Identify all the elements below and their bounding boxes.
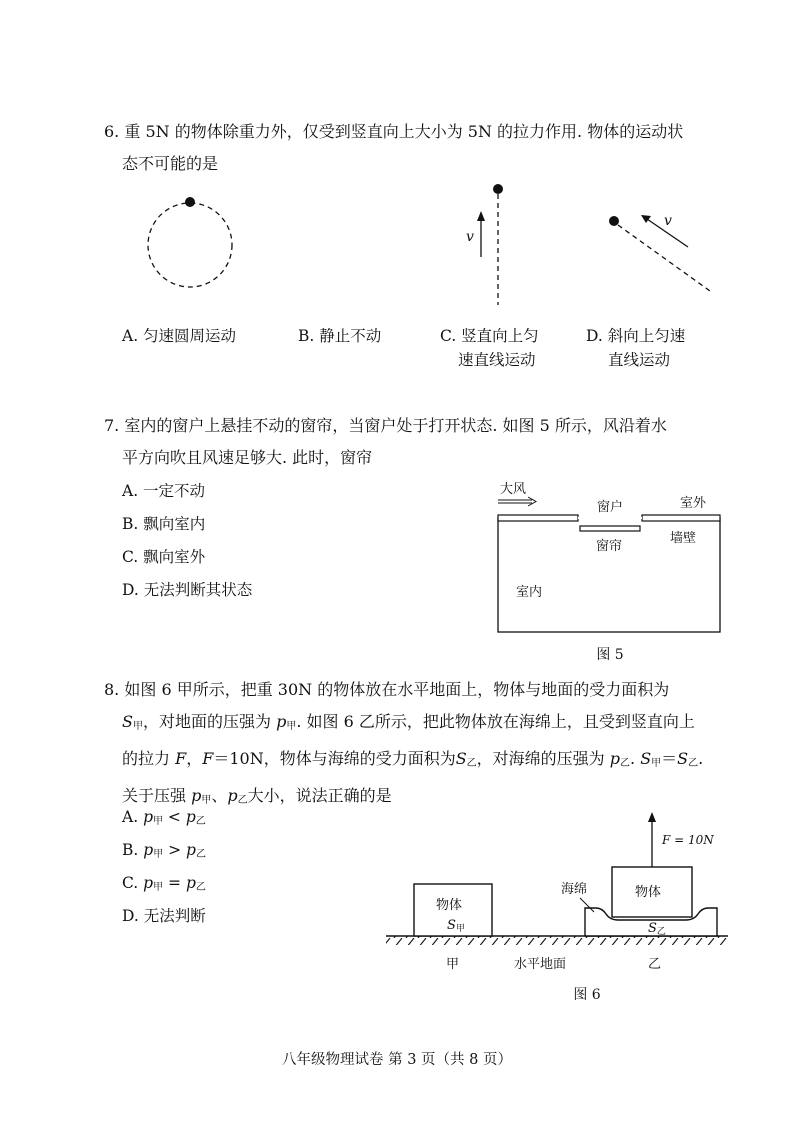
q8-oa-op: < [163,808,186,826]
q8-ob-p2: p [186,841,196,859]
q8-l3-e: ＝10N，物体与海绵的受力面积为 [213,749,456,768]
q8-ob-prefix: B. [122,841,144,859]
q6-a-circle-path [148,203,232,287]
q8-stem [104,674,754,817]
page-footer: 八年级物理试卷 第 3 页（共 8 页） [282,1052,512,1068]
q7-option-c-label: C. 飘向室外 [122,548,206,566]
q6-option-a-label: A. 匀速圆周运动 [122,327,237,345]
q8-l4-p-jia-sub: 甲 [201,795,212,806]
q8-option-d[interactable] [122,905,206,927]
q6-a-ball [185,197,195,207]
q6-d-ball [609,216,619,226]
q8-p-jia-sub: 甲 [286,721,297,732]
q8-l3-s-jia-sub: 甲 [651,758,662,769]
q8-l3-s-yi: S [455,749,467,768]
q8-oa-p2: p [185,808,196,826]
q8-ob-p1: p [143,841,154,859]
q8-l3-s-yi-sub: 乙 [466,758,477,769]
q8-oc-s2: 乙 [195,882,206,893]
q8-option-b[interactable] [122,839,206,866]
q7-option-a-label: A. 一定不动 [122,482,206,500]
q7-curtain-bar [580,526,640,531]
q6-option-d-label2: 直线运动 [608,351,671,369]
q8-oa-s2: 乙 [195,816,206,827]
q7-wind-label: 大风 [500,482,527,497]
q8-od-label: D. 无法判断 [122,907,206,925]
q8-jia-object-label: 物体 [436,898,463,913]
q8-jia-s-sub: 甲 [455,924,465,934]
q8-oa-prefix: A. [122,808,144,826]
q8-l3-p-yi: p [609,749,621,768]
q8-l3-s-yi2-sub: 乙 [688,758,699,769]
q6-d-path [618,225,710,291]
q8-l3-i: . [630,749,641,768]
q7-option-b[interactable] [122,513,205,535]
q7-figure5 [490,478,730,638]
q8-line1: 8. 如图 6 甲所示，把重 30N 的物体放在水平地面上，物体与地面的受力面积为 [104,680,670,699]
q6-option-b[interactable] [298,325,381,347]
q8-l4-p-yi: p [227,786,238,805]
q7-wall-label: 墙壁 [670,531,697,546]
q8-p-jia: p [276,712,287,731]
q6-option-a[interactable] [122,325,236,347]
q8-s-jia-sub: 甲 [132,721,143,732]
q8-l4-a: 关于压强 [122,786,192,805]
q8-force-arrowhead-icon [648,812,656,822]
q6-option-d[interactable] [586,325,685,371]
q8-line2 [104,706,754,743]
q8-l3-a: 的拉力 [122,749,176,768]
q6-line2: 态不可能的是 [122,154,219,173]
q8-jia-s: S [447,918,456,933]
q8-yi-label: 乙 [648,957,662,972]
q8-l3-p-yi-sub: 乙 [620,758,631,769]
q8-text-b: ，对地面的压强为 [142,712,277,731]
q8-oc-prefix: C. [122,874,144,892]
q7-option-a[interactable] [122,480,205,502]
q8-oc-p2: p [185,874,196,892]
q6-c-v-label: v [466,229,474,245]
q8-l3-g: ，对海绵的压强为 [476,749,610,768]
q8-option-c[interactable] [122,872,206,899]
q7-outdoor-label: 室外 [680,496,707,511]
q7-stem [104,410,744,474]
q8-l3-s-yi2: S [677,749,689,768]
q6-option-c-label: C. 竖直向上匀 [440,327,539,345]
q6-option-d-label: D. 斜向上匀速 [586,327,686,345]
q6-option-c[interactable] [440,325,539,371]
q8-yi-s: S [648,921,657,936]
q7-line1: 7. 室内的窗户上悬挂不动的窗帘，当窗户处于打开状态. 如图 5 所示，风沿着水 [104,416,667,435]
q7-window-label: 窗户 [597,500,624,515]
q8-ob-op: > [163,841,187,859]
q8-yi-object-label: 物体 [635,885,662,900]
q6-d-arrowhead-icon [641,215,651,223]
q8-jia-label: 甲 [446,957,460,972]
q8-s-jia: S [122,712,133,731]
q7-option-d[interactable] [122,579,252,601]
q8-l4-e: 大小，说法正确的是 [247,786,392,805]
q8-ob-s1: 甲 [153,849,164,860]
q8-ground-label: 水平地面 [514,957,567,972]
q7-option-d-label: D. 无法判断其状态 [122,581,253,599]
q8-l3-c: ， [186,749,203,768]
q8-l3-eq: ＝ [661,749,678,768]
q6-c-ball [493,184,503,194]
q8-oc-s1: 甲 [153,882,164,893]
q7-line2: 平方向吹且风速足够大. 此时，窗帘 [122,448,373,467]
q8-l4-c: 、 [211,786,228,805]
q7-figure-caption: 图 5 [596,647,624,663]
q8-sponge-label: 海绵 [561,882,588,897]
q7-wind-arrowhead-icon [528,497,536,506]
q7-option-b-label: B. 飘向室内 [122,515,206,533]
q6-stem [104,116,744,180]
q8-figure-caption: 图 6 [573,987,601,1003]
q6-option-b-label: B. 静止不动 [298,327,382,345]
q8-l3-F1: F [175,749,187,768]
q8-text-d: . 如图 6 乙所示，把此物体放在海绵上，且受到竖直向上 [296,712,695,731]
q8-line3 [104,743,754,780]
q8-l4-p-jia: p [191,786,202,805]
q6-option-c-label2: 速直线运动 [458,351,536,369]
q8-figure6 [380,808,740,978]
q6-figures [0,175,794,305]
q8-oa-s1: 甲 [153,816,163,827]
q8-oc-op: = [163,874,186,892]
q7-wall-left [498,515,578,521]
q8-ground-hatch [386,936,728,945]
q6-d-v-label: v [664,213,672,229]
q8-oa-p1: p [143,808,153,826]
q8-l3-s-jia: S [640,749,652,768]
q6-line1: 6. 重 5N 的物体除重力外，仅受到竖直向上大小为 5N 的拉力作用. 物体的运动状 [104,122,684,141]
q6-c-arrowhead-icon [477,211,485,221]
q8-yi-s-sub: 乙 [656,927,666,937]
q8-option-a[interactable] [122,806,206,833]
q8-l3-end: . [698,749,704,768]
q7-option-c[interactable] [122,546,205,568]
q7-indoor-label: 室内 [516,585,543,600]
q7-wall-right [642,515,720,521]
q8-oc-p1: p [143,874,154,892]
q7-curtain-label: 窗帘 [596,539,623,554]
q8-l3-F2: F [202,749,214,768]
q8-force-label: F = 10N [662,833,714,847]
q8-ob-s2: 乙 [195,849,206,860]
q8-l4-p-yi-sub: 乙 [237,795,248,806]
